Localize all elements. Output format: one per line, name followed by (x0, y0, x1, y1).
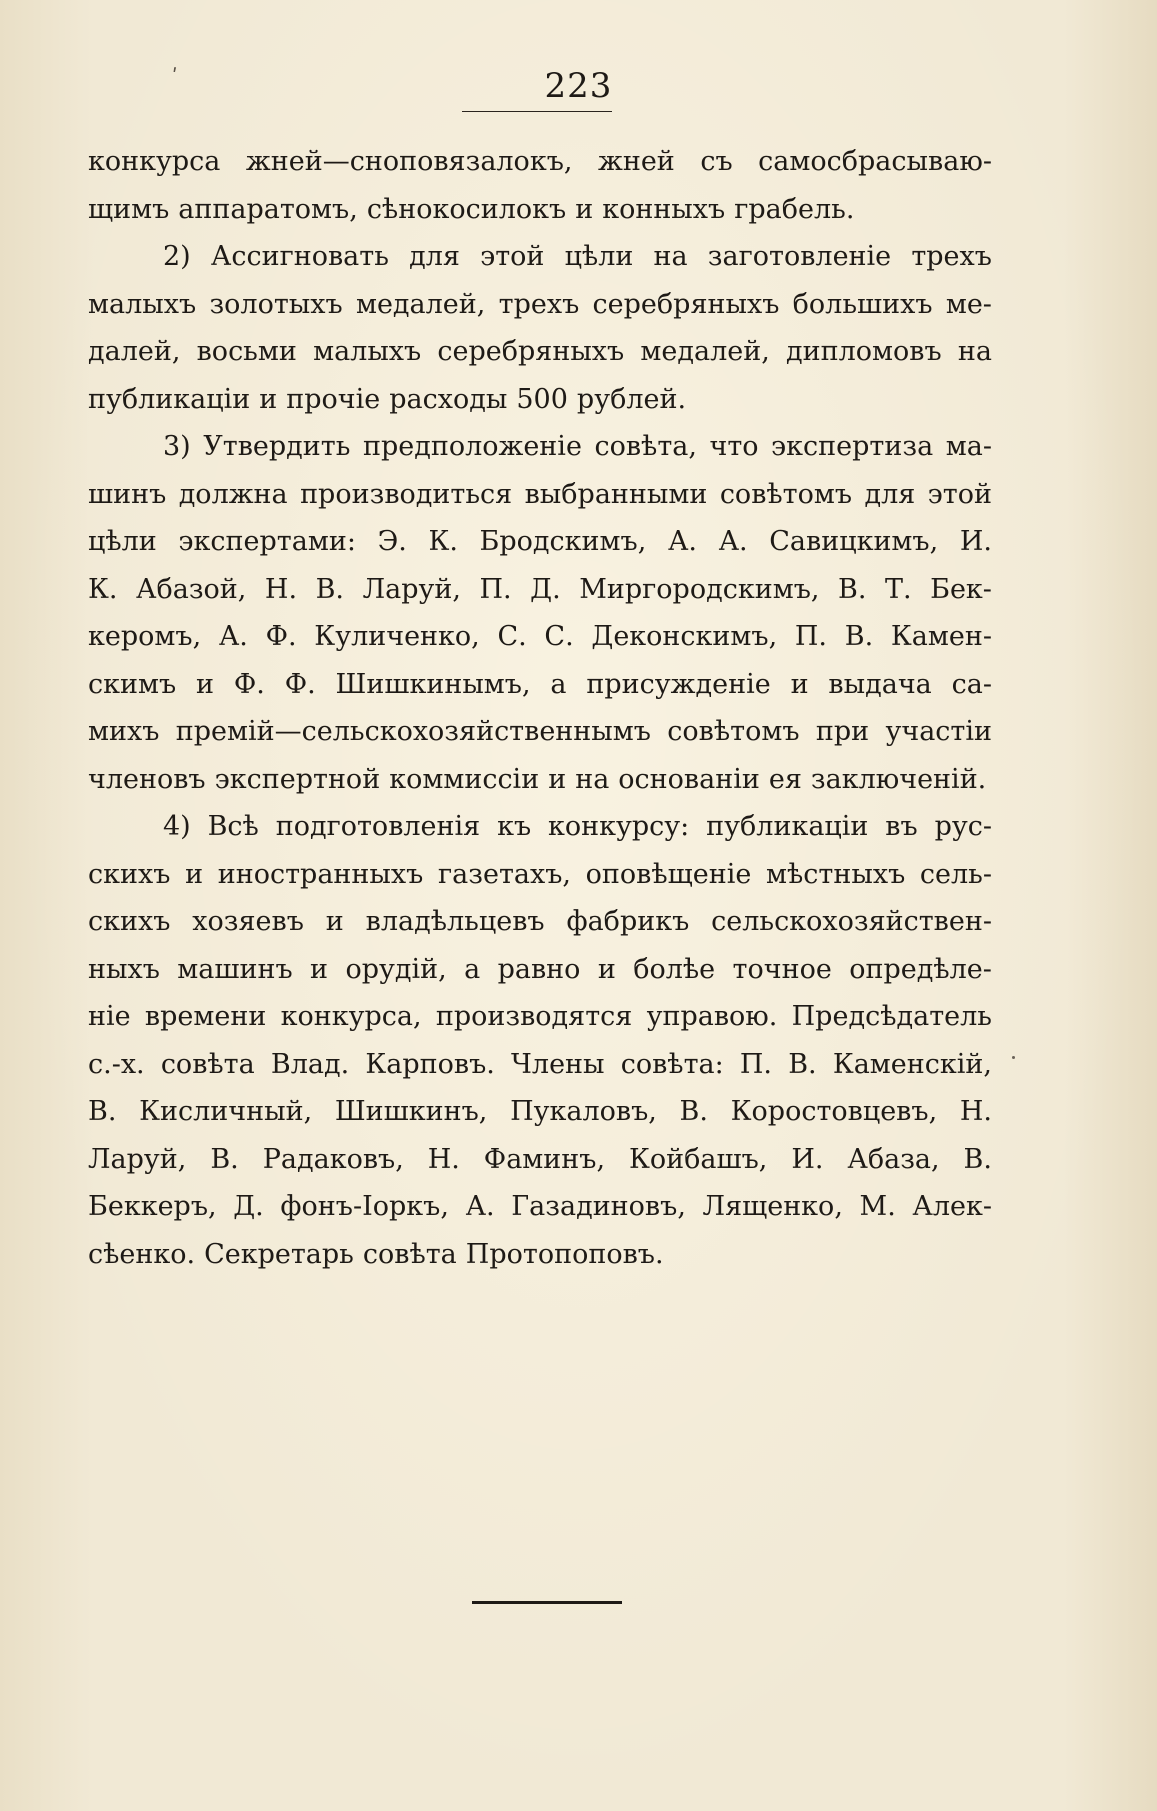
word: Ф. (233, 668, 265, 700)
word: производятся (435, 1001, 633, 1032)
word: Э. (377, 526, 407, 557)
word: для (864, 478, 916, 510)
word: Утвердить (203, 431, 351, 462)
word: И. (791, 1143, 824, 1175)
word: Камен- (890, 621, 992, 652)
header-rule (462, 111, 612, 112)
word: экспертами: (178, 526, 356, 557)
body-text (88, 138, 992, 1278)
word: 3) (163, 431, 191, 462)
word: Ларуй, (88, 1143, 187, 1175)
word: на (575, 763, 610, 795)
word: членовъ (88, 763, 206, 795)
word: и (310, 953, 329, 985)
word: щимъ (88, 193, 170, 225)
word: ме- (945, 288, 992, 320)
text-line (88, 993, 992, 1041)
word: этой (927, 478, 992, 510)
word: рус- (934, 811, 992, 842)
word: 4) (163, 811, 191, 842)
text-line (88, 138, 992, 186)
word: болѣе (633, 953, 716, 985)
word: премій—сельскохозяйственнымъ (175, 716, 651, 747)
word: присужденіе (586, 668, 771, 700)
word: жней—сноповязалокъ, (245, 146, 573, 177)
word: машинъ (177, 953, 293, 985)
word: В. (210, 1143, 239, 1175)
word: восьми (196, 336, 297, 367)
word: и (790, 668, 809, 700)
text-line (88, 1183, 992, 1231)
word: совѣтомъ (719, 478, 853, 510)
word: мѣстныхъ (766, 858, 906, 890)
word: Куличенко, (314, 621, 480, 652)
word: фонъ-Іоркъ, (280, 1191, 449, 1222)
word: самосбрасываю- (758, 146, 992, 177)
word: выбранными (524, 478, 708, 510)
word: ма- (945, 431, 992, 462)
word: П. (794, 621, 828, 652)
text-line (88, 1136, 992, 1184)
word: къ (497, 811, 532, 842)
word: В. (679, 1096, 708, 1127)
word: при (815, 716, 870, 747)
text-line (88, 756, 992, 804)
printer-mark-icon: ʹ (172, 64, 178, 88)
word: малыхъ (88, 288, 197, 320)
word: С. (544, 621, 574, 652)
word: рублей. (576, 383, 687, 415)
word: Секретарь (204, 1238, 354, 1270)
word: А. (465, 1191, 495, 1222)
word: медалей, (640, 336, 770, 367)
word: производиться (300, 478, 513, 510)
word: владѣльцевъ (365, 906, 545, 937)
word: и (575, 193, 594, 225)
word: Ф. (265, 621, 297, 652)
text-line (88, 518, 992, 566)
word: малыхъ (313, 336, 422, 367)
word: Д. (530, 573, 561, 605)
word: оповѣщеніе (585, 858, 752, 890)
word: цѣли (564, 241, 634, 272)
text-line (88, 1088, 992, 1136)
word: коммиссіи (389, 763, 540, 795)
word: съ (700, 146, 733, 177)
word: управою. (646, 1001, 778, 1032)
word: А. (718, 526, 748, 557)
word: керомъ, (88, 621, 202, 652)
word: сель- (919, 858, 992, 890)
word: С. (497, 621, 527, 652)
word: конныхъ (602, 193, 726, 225)
text-line (88, 1041, 992, 1089)
word: публикаціи (706, 811, 869, 842)
word: Койбашъ, (629, 1143, 768, 1175)
word: ніе (88, 1001, 131, 1032)
text-line (88, 851, 992, 899)
word: Бек- (930, 573, 992, 605)
word: прочіе (286, 383, 381, 415)
word: далей, (88, 336, 181, 367)
word: К. (428, 526, 458, 557)
stray-ink-dot (1012, 1056, 1015, 1059)
page-number: 223 (544, 66, 613, 106)
word: Фаминъ, (483, 1143, 606, 1175)
word: В. (315, 573, 345, 605)
word: Протопоповъ. (465, 1238, 664, 1270)
word: жней (597, 146, 675, 177)
word: Абаза, (847, 1143, 940, 1175)
word: совѣта, (594, 431, 697, 462)
word: большихъ (792, 288, 933, 320)
word: и (597, 953, 616, 985)
text-line (88, 233, 992, 281)
word: сѣнокосилокъ (366, 193, 567, 225)
word: заключеній. (810, 763, 987, 795)
text-line (88, 566, 992, 614)
word: И. (959, 526, 992, 557)
word: Влад. (270, 1048, 350, 1080)
word: са- (951, 668, 992, 700)
word: на (653, 241, 688, 272)
word: ныхъ (88, 953, 160, 985)
word: Н. (959, 1096, 992, 1127)
word: М. (859, 1191, 896, 1222)
word: Шишкинымъ, (335, 668, 531, 700)
word: расходы (389, 383, 508, 415)
word: скихъ (88, 858, 171, 890)
word: Ларуй, (362, 573, 461, 605)
word: аппаратомъ, (178, 193, 358, 225)
word: этой (480, 241, 545, 272)
word: 500 (516, 383, 568, 415)
word: цѣли (88, 526, 157, 557)
word: В. (844, 621, 874, 652)
word: Т. (884, 573, 912, 605)
word: точное (732, 953, 832, 985)
word: Д. (233, 1191, 264, 1222)
word: Беккеръ, (88, 1191, 217, 1222)
word: конкурсу: (548, 811, 690, 842)
end-rule (472, 1601, 622, 1604)
word: предположеніе (362, 431, 582, 462)
word: Карповъ. (365, 1048, 495, 1080)
word: П. (739, 1048, 773, 1080)
word: Ф. (284, 668, 316, 700)
word: публикаціи (88, 383, 251, 415)
word: на (957, 336, 992, 367)
text-line (88, 803, 992, 851)
word: михъ (88, 716, 160, 747)
word: с.-х. (88, 1048, 145, 1080)
word: совѣта (362, 1238, 457, 1270)
word: выдача (828, 668, 932, 700)
word: Бродскимъ, (479, 526, 647, 557)
word: и (259, 383, 278, 415)
word: золотыхъ (209, 288, 343, 320)
word: Каменскій, (832, 1048, 992, 1080)
word: Коростовцевъ, (730, 1096, 938, 1127)
text-line (88, 281, 992, 329)
word: скихъ (88, 906, 171, 937)
word: серебряныхъ (437, 336, 625, 367)
word: Пукаловъ, (510, 1096, 657, 1127)
word: должна (178, 478, 288, 510)
word: В. (88, 1096, 117, 1127)
text-line (88, 328, 992, 376)
word: экспертиза (771, 431, 934, 462)
text-line (88, 423, 992, 471)
word: Радаковъ, (262, 1143, 404, 1175)
word: подготовленія (275, 811, 481, 842)
word: А. (667, 526, 697, 557)
word: орудій, (345, 953, 447, 985)
word: основаніи (618, 763, 760, 795)
word: Н. (264, 573, 298, 605)
word: Лященко, (702, 1191, 843, 1222)
word: 2) (163, 241, 191, 272)
word: П. (479, 573, 512, 605)
word: газетахъ, (438, 858, 571, 890)
word: В. (963, 1143, 992, 1175)
text-line (88, 1231, 992, 1279)
word: ея (768, 763, 802, 795)
text-line (88, 613, 992, 661)
word: Абазой, (136, 573, 247, 605)
word: В. (838, 573, 867, 605)
word: опредѣле- (849, 953, 992, 985)
word: Предсѣдатель (791, 1001, 992, 1032)
word: Члены (511, 1048, 605, 1080)
word: а (550, 668, 567, 700)
word: Деконскимъ, (591, 621, 778, 652)
word: и (185, 858, 204, 890)
text-line (88, 661, 992, 709)
word: для (409, 241, 460, 272)
word: конкурса (88, 146, 221, 177)
word: Миргородскимъ, (579, 573, 820, 605)
text-line (88, 946, 992, 994)
word: скимъ (88, 668, 177, 700)
word: совѣта (160, 1048, 255, 1080)
word: дипломовъ (785, 336, 942, 367)
text-line (88, 186, 992, 234)
word: Кисличный, (139, 1096, 313, 1127)
word: А. (218, 621, 248, 652)
word: Шишкинъ, (334, 1096, 488, 1127)
word: Н. (427, 1143, 460, 1175)
word: сельскохозяйствен- (711, 906, 992, 937)
word: Алек- (912, 1191, 992, 1222)
word: сѣенко. (88, 1238, 196, 1270)
word: фабрикъ (566, 906, 690, 937)
word: экспертной (214, 763, 381, 795)
word: совѣтомъ (667, 716, 800, 747)
word: иностранныхъ (217, 858, 424, 890)
word: и (325, 906, 344, 937)
text-line (88, 898, 992, 946)
word: грабель. (734, 193, 855, 225)
word: и (548, 763, 567, 795)
word: Ассигновать (210, 241, 389, 272)
word: трехъ (911, 241, 992, 272)
word: а (464, 953, 481, 985)
text-line (88, 376, 992, 424)
word: серебряныхъ (592, 288, 780, 320)
word: участіи (885, 716, 992, 747)
word: шинъ (88, 478, 167, 510)
word: трехъ (498, 288, 580, 320)
word: К. (88, 573, 118, 605)
word: времени (144, 1001, 267, 1032)
word: Газадиновъ, (511, 1191, 686, 1222)
word: въ (885, 811, 918, 842)
word: и (196, 668, 215, 700)
word: медалей, (355, 288, 486, 320)
word: совѣта: (620, 1048, 724, 1080)
word: Савицкимъ, (769, 526, 939, 557)
word: Всѣ (207, 811, 259, 842)
word: заготовленіе (707, 241, 892, 272)
word: хозяевъ (192, 906, 304, 937)
text-line (88, 471, 992, 519)
word: конкурса, (280, 1001, 422, 1032)
word: В. (788, 1048, 817, 1080)
text-line (88, 708, 992, 756)
word: равно (497, 953, 581, 985)
word: что (709, 431, 759, 462)
